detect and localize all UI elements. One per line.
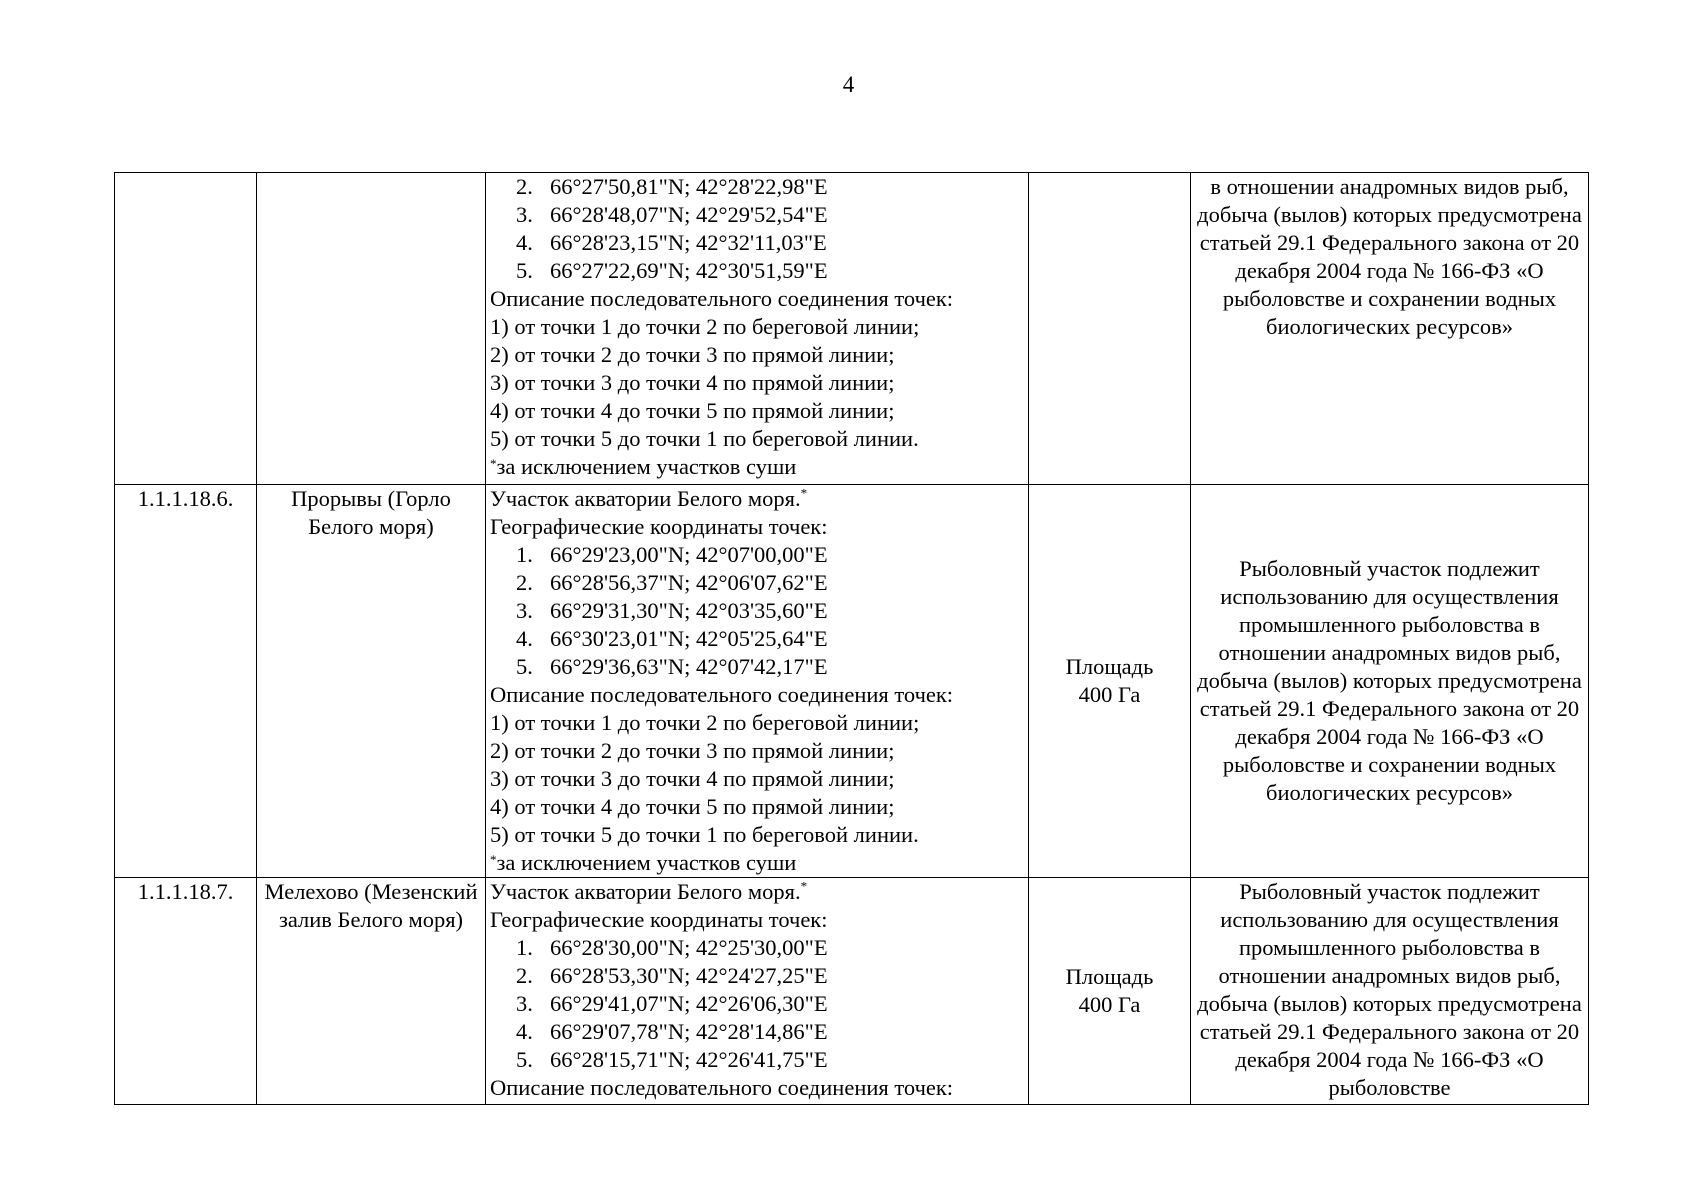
connection-line: 1) от точки 1 до точки 2 по береговой линии; bbox=[490, 314, 920, 339]
coordinate-point: 3. 66°29'41,07"N; 42°26'06,30"E bbox=[516, 991, 828, 1016]
area-label: Площадь bbox=[1065, 654, 1154, 679]
row-name-cell bbox=[257, 173, 486, 485]
table-row bbox=[115, 485, 1589, 878]
coordinate-point: 4. 66°28'23,15"N; 42°32'11,03"E bbox=[516, 230, 827, 255]
connection-line: 5) от точки 5 до точки 1 по береговой линии. bbox=[490, 426, 919, 451]
row-name-cell: Мелехово (Мезенский залив Белого моря) bbox=[257, 878, 486, 1105]
coordinate-point: 2. 66°28'56,37"N; 42°06'07,62"E bbox=[516, 570, 828, 595]
connection-line: 5) от точки 5 до точки 1 по береговой линии. bbox=[490, 822, 919, 847]
footnote: *за исключением участков суши bbox=[490, 850, 797, 875]
row-number-cell: 1.1.1.18.7. bbox=[115, 878, 257, 1105]
page-number: 4 bbox=[842, 72, 855, 97]
connection-line: 2) от точки 2 до точки 3 по прямой линии; bbox=[490, 342, 895, 367]
coordinates-title: Географические координаты точек: bbox=[490, 514, 828, 539]
coordinate-point: 5. 66°28'15,71"N; 42°26'41,75"E bbox=[516, 1047, 828, 1072]
connection-title: Описание последовательного соединения точек: bbox=[490, 1075, 954, 1100]
table-row bbox=[115, 173, 1589, 485]
connection-line: 4) от точки 4 до точки 5 по прямой линии; bbox=[490, 398, 895, 423]
coordinate-point: 3. 66°28'48,07"N; 42°29'52,54"E bbox=[516, 202, 828, 227]
connection-title: Описание последовательного соединения точек: bbox=[490, 682, 954, 707]
row-name-cell: Прорывы (Горло Белого моря) bbox=[257, 485, 486, 878]
connection-line: 1) от точки 1 до точки 2 по береговой линии; bbox=[490, 710, 920, 735]
fishing-areas-table bbox=[114, 172, 1589, 1105]
connection-line: 3) от точки 3 до точки 4 по прямой линии; bbox=[490, 766, 895, 791]
row-area-cell bbox=[1029, 878, 1191, 1105]
row-number-cell bbox=[115, 173, 257, 485]
connection-line: 2) от точки 2 до точки 3 по прямой линии; bbox=[490, 738, 895, 763]
connection-line: 3) от точки 3 до точки 4 по прямой линии; bbox=[490, 370, 895, 395]
row-purpose-cell: Рыболовный участок подлежит использованию для осуществления промышленного рыболовства в отношении анадромных видов рыб, добыча (вылов) которых предусмотрена статьей 29.1 Федерального закона от 20 декабря 2004 года № 166-ФЗ «О рыболовстве и сохранении водных биологических ресурсов» bbox=[1191, 485, 1589, 878]
coordinate-point: 2. 66°28'53,30"N; 42°24'27,25"E bbox=[516, 963, 828, 988]
row-description-cell bbox=[486, 485, 1029, 878]
row-description-cell bbox=[486, 173, 1029, 485]
coordinates-title: Географические координаты точек: bbox=[490, 907, 828, 932]
row-number-cell: 1.1.1.18.6. bbox=[115, 485, 257, 878]
coordinate-point: 5. 66°29'36,63"N; 42°07'42,17"E bbox=[516, 654, 828, 679]
area-label: Площадь bbox=[1065, 964, 1154, 989]
coordinate-point: 1. 66°28'30,00"N; 42°25'30,00"E bbox=[516, 935, 828, 960]
coordinate-point: 5. 66°27'22,69"N; 42°30'51,59"E bbox=[516, 258, 828, 283]
zone-title: Участок акватории Белого моря.* bbox=[490, 485, 808, 511]
footnote: *за исключением участков суши bbox=[490, 454, 797, 479]
coordinate-point: 2. 66°27'50,81"N; 42°28'22,98"E bbox=[516, 174, 828, 199]
row-area-cell bbox=[1029, 173, 1191, 485]
row-purpose-cell: Рыболовный участок подлежит использованию для осуществления промышленного рыболовства в отношении анадромных видов рыб, добыча (вылов) которых предусмотрена статьей 29.1 Федерального закона от 20 декабря 2004 года № 166-ФЗ «О рыболовстве bbox=[1191, 878, 1589, 1105]
connection-line: 4) от точки 4 до точки 5 по прямой линии; bbox=[490, 794, 895, 819]
table-row bbox=[115, 878, 1589, 1105]
coordinate-point: 1. 66°29'23,00"N; 42°07'00,00"E bbox=[516, 542, 828, 567]
area-value: 400 Га bbox=[1078, 682, 1141, 707]
coordinate-point: 4. 66°30'23,01"N; 42°05'25,64"E bbox=[516, 626, 828, 651]
coordinate-point: 3. 66°29'31,30"N; 42°03'35,60"E bbox=[516, 598, 828, 623]
area-value: 400 Га bbox=[1078, 992, 1141, 1017]
zone-title: Участок акватории Белого моря.* bbox=[490, 878, 808, 904]
connection-title: Описание последовательного соединения точек: bbox=[490, 286, 954, 311]
row-purpose-cell: в отношении анадромных видов рыб, добыча (вылов) которых предусмотрена статьей 29.1 Федерального закона от 20 декабря 2004 года № 166-ФЗ «О рыболовстве и сохранении водных биологических ресурсов» bbox=[1191, 173, 1589, 485]
row-description-cell bbox=[486, 878, 1029, 1105]
coordinate-point: 4. 66°29'07,78"N; 42°28'14,86"E bbox=[516, 1019, 828, 1044]
row-area-cell bbox=[1029, 485, 1191, 878]
